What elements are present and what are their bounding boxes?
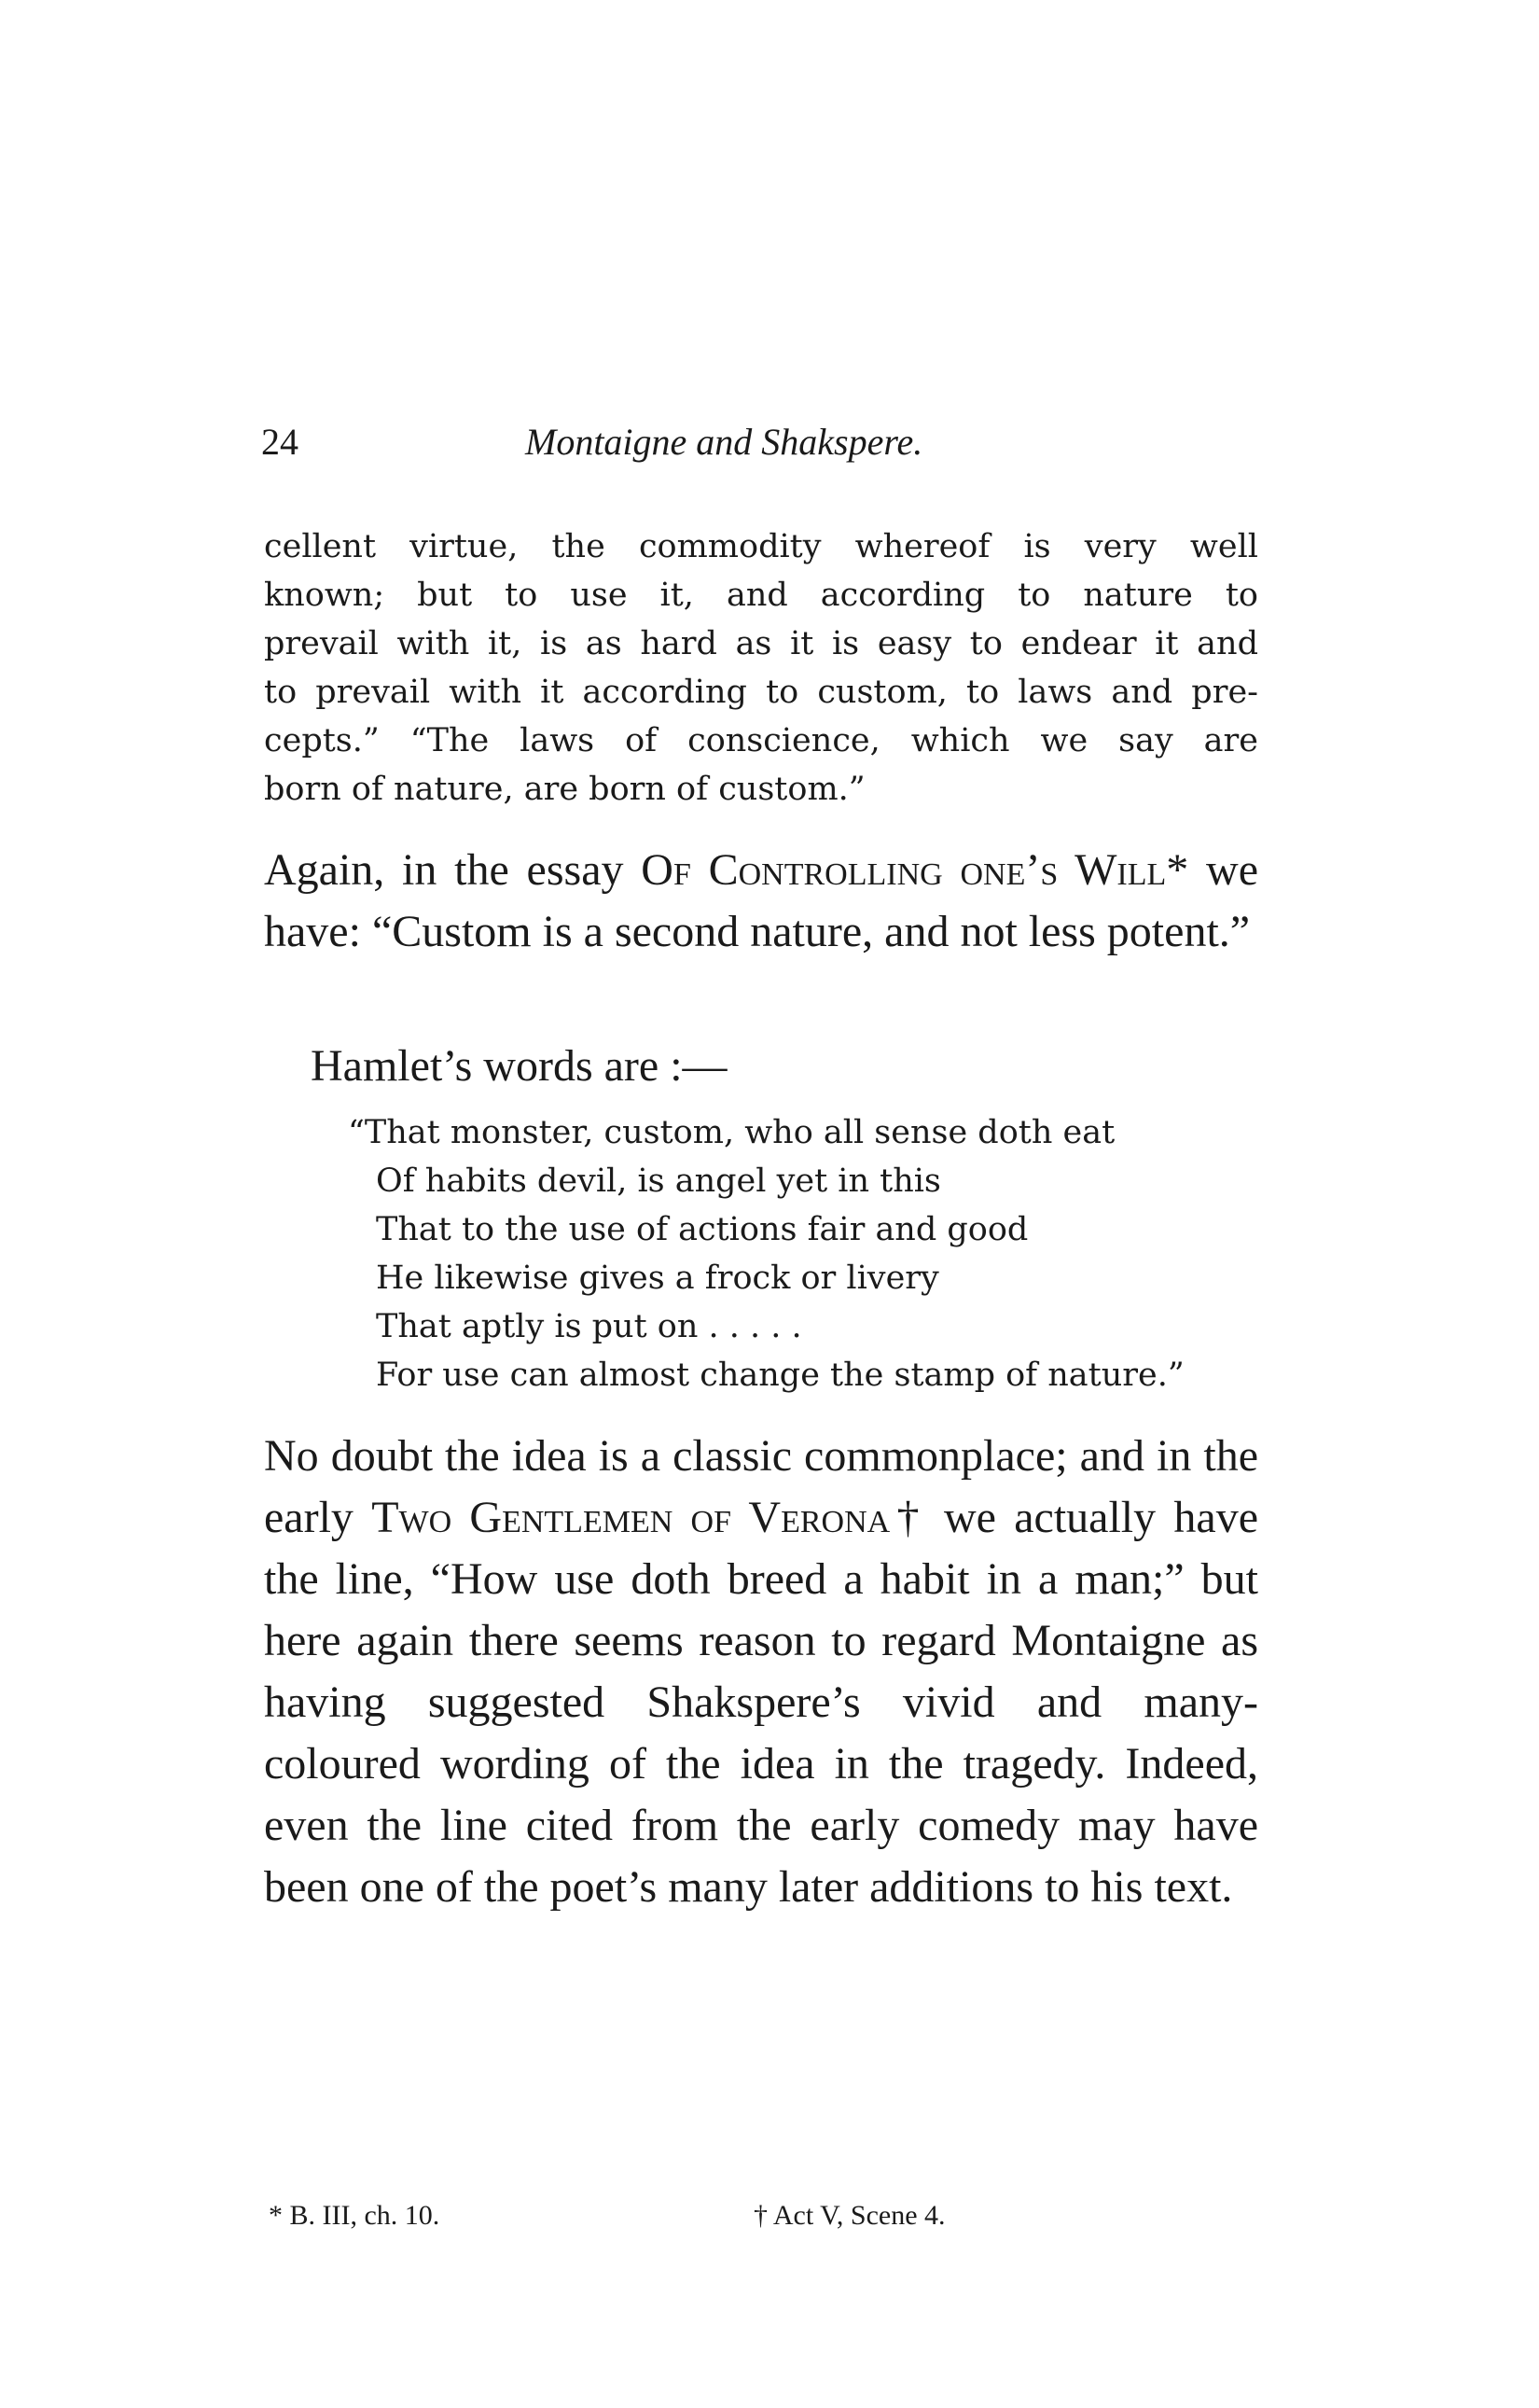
footnote-mark-star: *: [1166, 845, 1189, 895]
hamlet-intro: Hamlet’s words are :—: [311, 1041, 728, 1091]
poem-line-1: “That monster, custom, who all sense doth eat: [348, 1114, 1116, 1151]
running-head: Montaigne and Shakspere.: [525, 421, 923, 463]
hamlet-quotation: [348, 1108, 1271, 1399]
poem-line-6: For use can almost change the stamp of nature.”: [376, 1357, 1185, 1394]
footnotes: [264, 2200, 1258, 2247]
continuation-line-6: born of nature, are born of custom.”: [264, 771, 866, 808]
main-part-2: we actually have the line, “How use doth breed a habit in a man;” but here again there seems reason to regard Montaigne as having suggested Shakspere’s vivid and many-coloured wording of the idea in the tragedy. Indeed, even the line cited from the early comedy may have been one of the poet’s many later additions to his text.: [264, 1493, 1259, 1912]
poem-line-3: That to the use of actions fair and good: [376, 1211, 1029, 1248]
essay-paragraph: [264, 840, 1258, 963]
play-title: Two Gentlemen of Verona: [371, 1493, 891, 1542]
essay-title: Of Controlling one’s Will: [641, 845, 1167, 895]
footnote-1: * B. III, ch. 10.: [269, 2200, 440, 2231]
essay-intro: Again, in the essay: [264, 845, 642, 895]
continuation-line-3: prevail with it, is as hard as it is easy to endear it and: [264, 625, 1258, 662]
page-header: [261, 420, 1269, 476]
footnote-mark-dagger: †: [890, 1493, 926, 1542]
poem-line-4: He likewise gives a frock or livery: [376, 1260, 939, 1297]
continuation-line-2: known; but to use it, and according to nature to: [264, 577, 1258, 614]
essay-rest: we have: “Custom is a second nature, and not less potent.”: [264, 845, 1259, 956]
page-number: 24: [261, 421, 298, 463]
poem-line-2: Of habits devil, is angel yet in this: [376, 1162, 941, 1200]
continuation-line-4: to prevail with it according to custom, to laws and pre-: [264, 674, 1258, 711]
main-paragraph: [264, 1426, 1258, 1918]
main-part-1: No doubt the idea is a classic commonplace; and in the early: [264, 1431, 1258, 1542]
continuation-line-1: cellent virtue, the commodity whereof is very well: [264, 528, 1258, 565]
poem-line-5: That aptly is put on . . . . .: [376, 1308, 802, 1345]
continuation-line-5: cepts.” “The laws of conscience, which we say are: [264, 722, 1258, 759]
footnote-2: † Act V, Scene 4.: [754, 2200, 946, 2231]
